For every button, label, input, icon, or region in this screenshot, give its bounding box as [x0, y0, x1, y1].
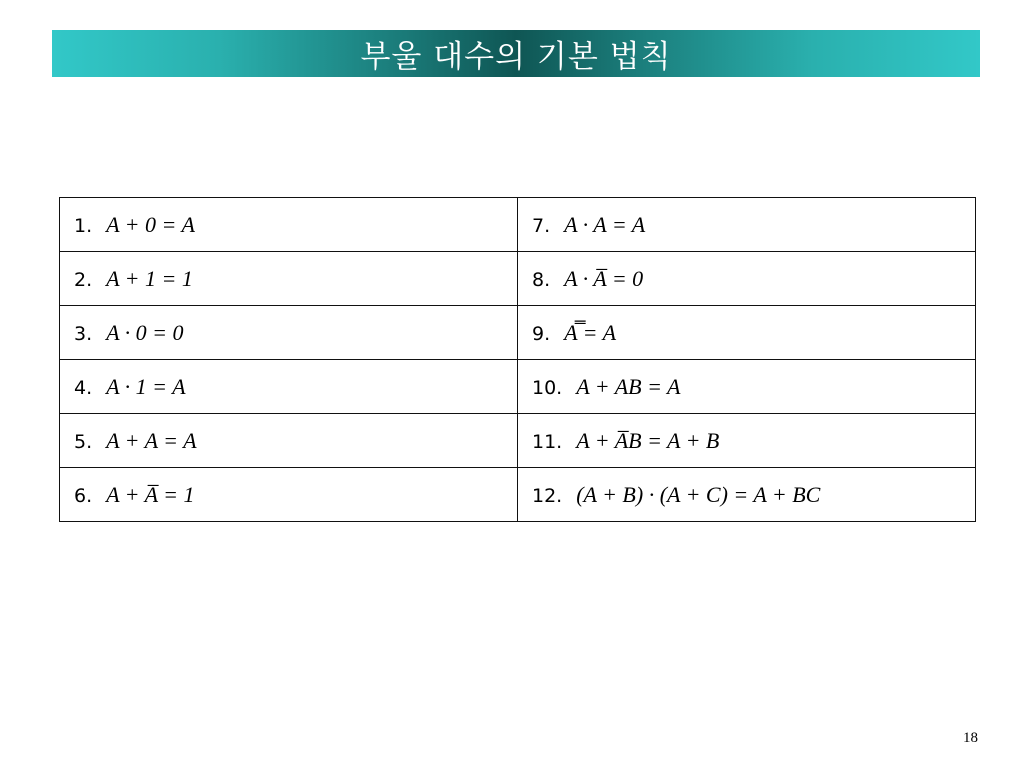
law-cell — [60, 198, 518, 252]
law-equation: A + AB = A — [576, 373, 681, 399]
law-cell — [60, 468, 518, 522]
table-row — [60, 468, 976, 522]
law-cell — [518, 252, 976, 306]
law-number: 7. — [532, 214, 551, 237]
law-cell — [60, 414, 518, 468]
table-row — [60, 360, 976, 414]
law-equation: A + A̅ = 1 — [106, 481, 195, 507]
law-cell — [518, 306, 976, 360]
page-number: 18 — [963, 730, 978, 746]
table-row — [60, 198, 976, 252]
law-number: 9. — [532, 322, 551, 345]
slide-title: 부울 대수의 기본 법칙 — [360, 39, 672, 75]
law-equation: A + A̅B = A + B — [576, 427, 720, 453]
law-number: 5. — [74, 430, 93, 453]
law-cell — [518, 468, 976, 522]
law-cell — [60, 306, 518, 360]
law-number: 2. — [74, 268, 93, 291]
law-number: 4. — [74, 376, 93, 399]
boolean-laws-table — [59, 197, 976, 522]
law-equation: A + A = A — [106, 427, 197, 453]
law-equation: A + 1 = 1 — [106, 265, 193, 291]
law-equation: A + 0 = A — [106, 211, 195, 237]
table-row — [60, 306, 976, 360]
law-number: 10. — [532, 376, 563, 399]
law-equation: A · A̅ = 0 — [564, 265, 644, 291]
law-cell — [518, 198, 976, 252]
title-bar — [52, 30, 980, 77]
table-row — [60, 414, 976, 468]
table-row — [60, 252, 976, 306]
law-cell — [518, 414, 976, 468]
law-equation: A̿ = A — [564, 319, 617, 345]
law-number: 3. — [74, 322, 93, 345]
law-equation: (A + B) · (A + C) = A + BC — [576, 481, 821, 507]
law-number: 11. — [532, 430, 563, 453]
law-number: 12. — [532, 484, 563, 507]
law-cell — [60, 252, 518, 306]
law-equation: A · 0 = 0 — [106, 319, 184, 345]
law-number: 8. — [532, 268, 551, 291]
law-equation: A · A = A — [564, 211, 646, 237]
law-cell — [518, 360, 976, 414]
law-number: 1. — [74, 214, 93, 237]
law-equation: A · 1 = A — [106, 373, 186, 399]
law-cell — [60, 360, 518, 414]
law-number: 6. — [74, 484, 93, 507]
